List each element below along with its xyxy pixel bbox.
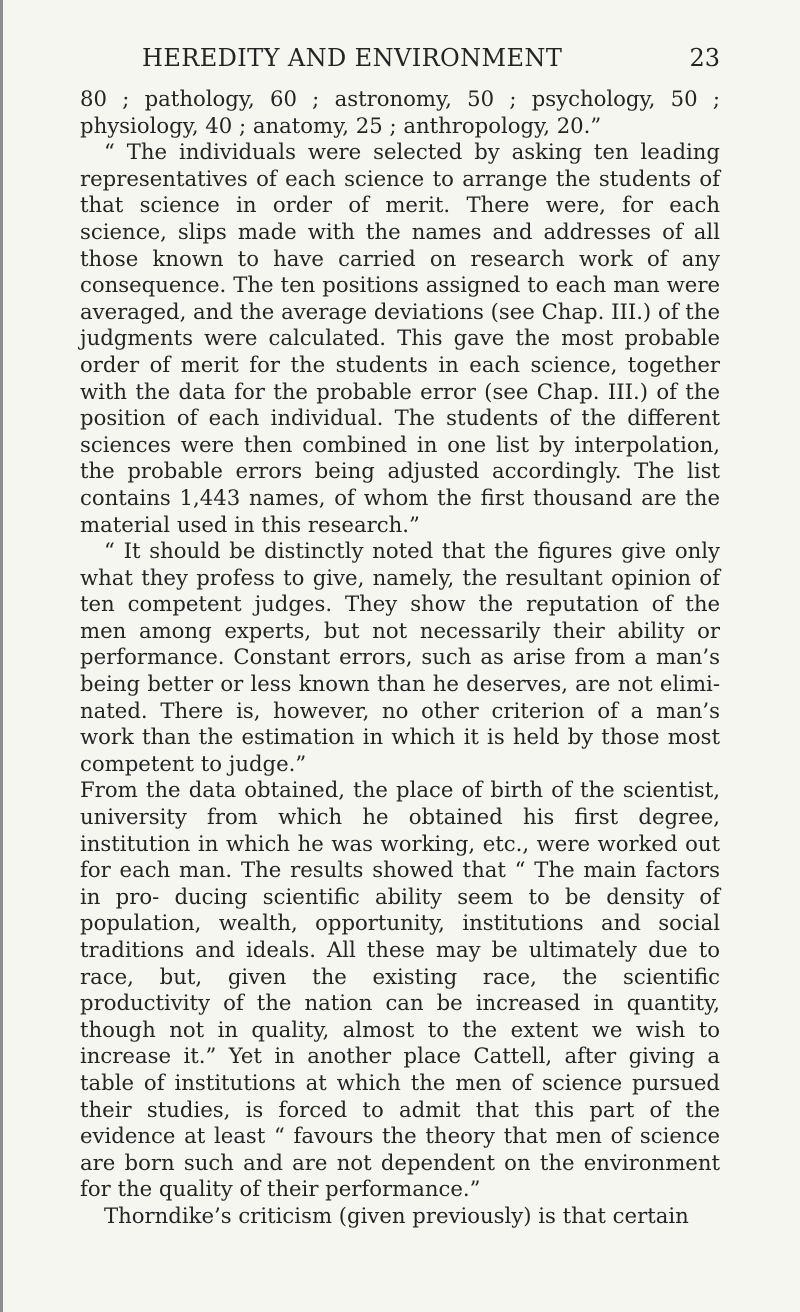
body-text	[80, 86, 720, 1230]
running-title: HEREDITY AND ENVIRONMENT	[142, 44, 563, 72]
page-number: 23	[689, 44, 720, 72]
paragraph-continuation: 80 ; pathology, 60 ; astronomy, 50 ; psychology, 50 ; physiology, 40 ; anatomy, 25 ; anthropology, 20.”	[80, 86, 720, 138]
paragraph-data-results: From the data obtained, the place of birth of the scientist, university from which he obtained his first degree, institution in which he was working, etc., were worked out for each man. The results showed that “ The main factors in pro- ducing scientific ability seem to be density of population, wealth, opportunity, institutions and social traditions and ideals. All these may be ultimately due to race, but, given the existing race, the scientific productivity of the nation can be increased in quantity, though not in quality, almost to the extent we wish to increase it.” Yet in another place Cattell, after giving a table of institutions at which the men of science pursued their studies, is forced to admit that this part of the evidence at least “ favours the theory that men of science are born such and are not dependent on the environment for the quality of their performance.”	[80, 777, 720, 1202]
paragraph-reputation-note: “ It should be distinctly noted that the figures give only what they profess to give, namely, the resultant opinion of ten competent judges. They show the reputation of the men among experts, but not necessarily their ability or performance. Constant errors, such as arise from a man’s being better or less known than he deserves, are not elimi- nated. There is, however, no other criterion of a man’s work than the estimation in which it is held by those most competent to judge.”	[80, 538, 720, 776]
paragraph-selection-method: “ The individuals were selected by asking ten leading representatives of each science to arrange the students of that science in order of merit. There were, for each science, slips made with the names and addresses of all those known to have carried on research work of any consequence. The ten positions assigned to each man were averaged, and the average deviations (see Chap. III.) of the judgments were calculated. This gave the most probable order of merit for the students in each science, together with the data for the probable error (see Chap. III.) of the position of each individual. The students of the different sciences were then combined in one list by interpolation, the probable errors being adjusted accordingly. The list contains 1,443 names, of whom the first thousand are the material used in this research.”	[80, 139, 720, 537]
page-edge-shadow	[0, 0, 3, 1312]
running-head	[80, 44, 720, 86]
book-page	[80, 44, 720, 1230]
paragraph-thorndike-criticism: Thorndike’s criticism (given previously) is that certain	[104, 1202, 689, 1228]
